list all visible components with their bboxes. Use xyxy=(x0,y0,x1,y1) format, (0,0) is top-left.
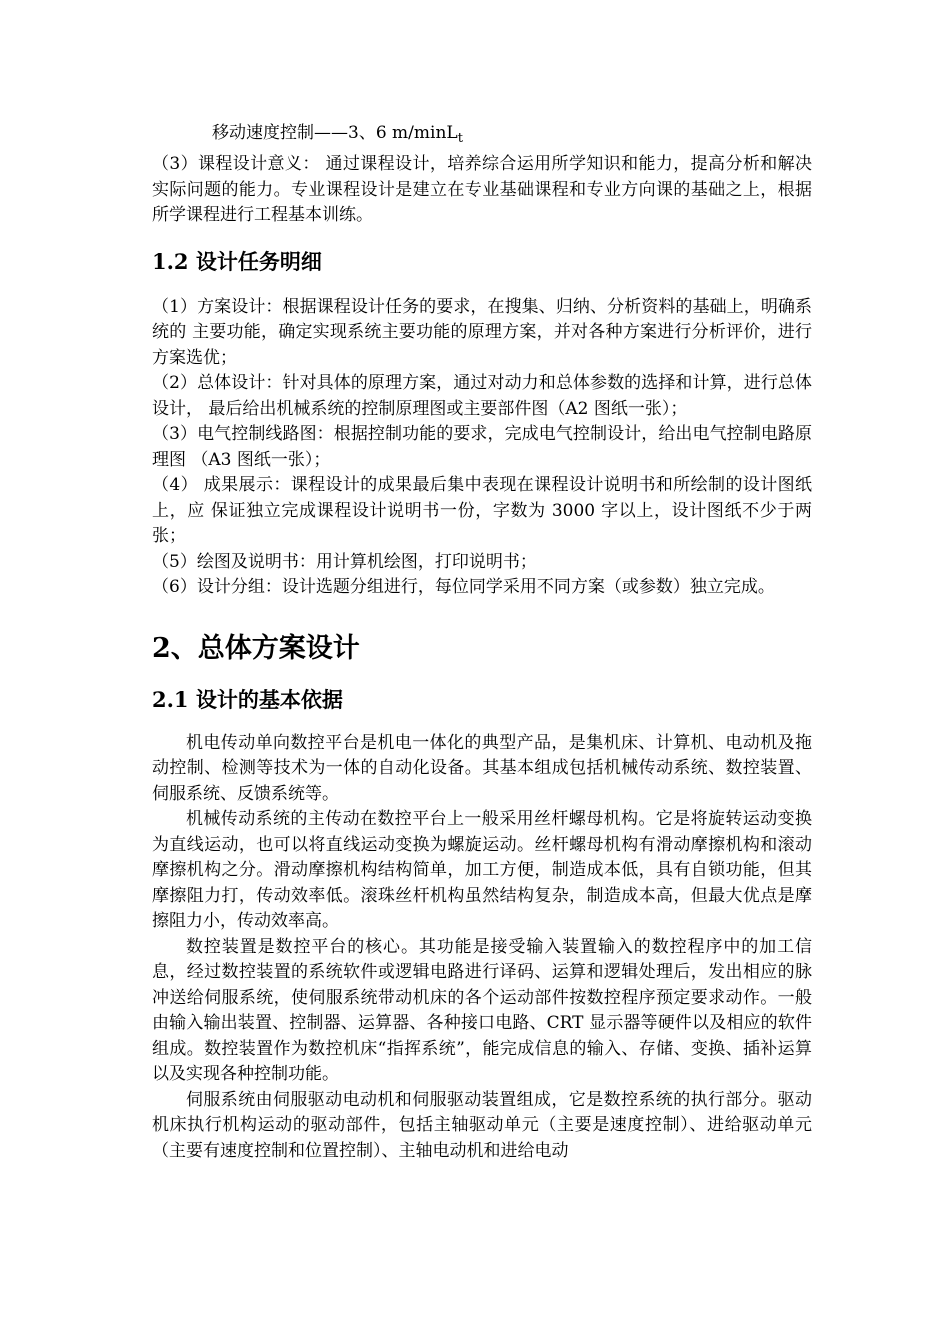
speed-control-subscript: t xyxy=(457,131,463,146)
basis-paragraph-1: 机电传动单向数控平台是机电一体化的典型产品，是集机床、计算机、电动机及拖动控制、检测等技术为一体的自动化设备。其基本组成包括机械传动系统、数控装置、伺服系统、反馈系统等。 xyxy=(152,732,812,804)
basis-paragraph-2: 机械传动系统的主传动在数控平台上一般采用丝杆螺母机构。它是将旋转运动变换为直线运动，也可以将直线运动变换为螺旋运动。丝杆螺母机构有滑动摩擦机构和滚动摩擦机构之分。滑动摩擦机构结构简单，加工方便，制造成本低，具有自锁功能，但其摩擦阻力打，传动效率低。滚珠丝杆机构虽然结构复杂，制造成本高，但最大优点是摩擦阻力小，传动效率高。 xyxy=(152,809,812,931)
section-1-2-heading: 1.2 设计任务明细 xyxy=(152,248,322,274)
task-item-6: （6）设计分组：设计选题分组进行，每位同学采用不同方案（或参数）独立完成。 xyxy=(152,577,775,597)
basis-paragraph-4: 伺服系统由伺服驱动电动机和伺服驱动装置组成，它是数控系统的执行部分。驱动机床执行机构运动的驱动部件，包括主轴驱动单元（主要是速度控制）、进给驱动单元（主要有速度控制和位置控制）、主轴电动机和进给电动 xyxy=(152,1089,812,1161)
task-item-1: （1）方案设计：根据课程设计任务的要求，在搜集、归纳、分析资料的基础上，明确系统的 主要功能，确定实现系统主要功能的原理方案，并对各种方案进行分析评价，进行方案选优； xyxy=(152,296,812,368)
section-2-heading: 2、总体方案设计 xyxy=(152,632,360,664)
speed-control-text: 移动速度控制——3、6 m/minL xyxy=(212,123,458,143)
section-2-1-heading: 2.1 设计的基本依据 xyxy=(152,686,343,712)
course-design-significance: （3）课程设计意义： 通过课程设计，培养综合运用所学知识和能力，提高分析和解决实际问题的能力。专业课程设计是建立在专业基础课程和专业方向课的基础之上，根据所学课程进行工程基本训练。 xyxy=(152,154,812,225)
speed-control-line xyxy=(212,120,812,152)
basis-paragraph-3: 数控装置是数控平台的核心。其功能是接受输入装置输入的数控程序中的加工信息，经过数控装置的系统软件或逻辑电路进行译码、运算和逻辑处理后，发出相应的脉冲送给伺服系统，使伺服系统带动机床的各个运动部件按数控程序预定要求动作。一般由输入输出装置、控制器、运算器、各种接口电路、CRT 显示器等硬件以及相应的软件组成。数控装置作为数控机床“指挥系统”，能完成信息的输入、存储、变换、插补运算以及实现各种控制功能。 xyxy=(152,936,812,1084)
task-item-3: （3）电气控制线路图：根据控制功能的要求，完成电气控制设计，给出电气控制电路原理图 （A3 图纸一张）； xyxy=(152,424,812,470)
task-item-2: （2）总体设计：针对具体的原理方案，通过对动力和总体参数的选择和计算，进行总体设计， 最后给出机械系统的控制原理图或主要部件图（A2 图纸一张）； xyxy=(152,373,812,419)
task-item-4: （4） 成果展示：课程设计的成果最后集中表现在课程设计说明书和所绘制的设计图纸上，应 保证独立完成课程设计说明书一份，字数为 3000 字以上，设计图纸不少于两张； xyxy=(152,475,812,546)
document-page xyxy=(152,120,812,1164)
task-item-5: （5）绘图及说明书：用计算机绘图，打印说明书； xyxy=(152,551,537,572)
